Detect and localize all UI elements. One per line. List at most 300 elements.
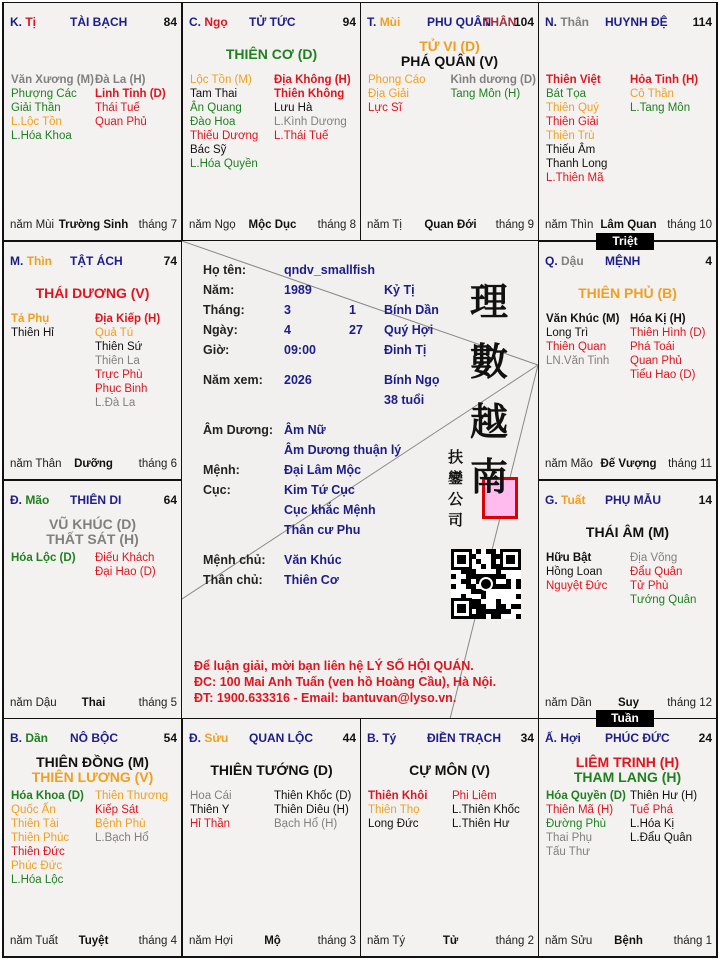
- minor-star: Tuế Phá: [630, 804, 674, 816]
- tuan-badge: Tuần: [596, 710, 654, 727]
- main-stars: [4, 515, 181, 549]
- minor-star: Kình dương (D): [450, 74, 536, 86]
- star-column-left: [368, 73, 451, 115]
- palace-than-marker: THÂN: [483, 15, 517, 29]
- value-cuc-note: Cục khắc Mệnh: [284, 503, 376, 517]
- palace-number: 114: [692, 15, 712, 29]
- palace-name: TỬ TỨC: [249, 15, 296, 29]
- palace-number: 4: [705, 254, 712, 268]
- minor-star: Phúc Đức: [11, 860, 63, 872]
- minor-star: Bát Tọa: [546, 88, 587, 100]
- main-star: TỬ VI (D): [419, 38, 480, 54]
- palace-stage: Tuyệt: [78, 935, 109, 947]
- palace-header: [545, 15, 712, 31]
- minor-star: Thiên Giải: [546, 116, 599, 128]
- palace-year: năm Dậu: [10, 697, 57, 709]
- branch-name: Tý: [382, 731, 397, 745]
- star-column-right: [274, 789, 358, 831]
- palace-ngo[interactable]: [182, 2, 361, 241]
- palace-number: 94: [342, 15, 356, 29]
- palace-tuat[interactable]: [538, 480, 717, 719]
- minor-star: L.Đà La: [95, 397, 136, 409]
- minor-star: L.Thái Tuế: [274, 130, 329, 142]
- palace-name: PHỤ MẪU: [605, 493, 661, 507]
- main-stars: [539, 276, 716, 310]
- palace-header: [189, 731, 356, 747]
- minor-star: Thiên Hỉ: [11, 327, 54, 339]
- palace-name: PHU QUÂN: [427, 15, 492, 29]
- palace-name: TẬT ÁCH: [70, 254, 123, 268]
- minor-star: L.Hóa Kị: [630, 818, 675, 830]
- minor-star: Thiên Thọ: [368, 804, 420, 816]
- minor-star: Hỉ Thần: [190, 818, 231, 830]
- palace-suu[interactable]: [182, 718, 361, 957]
- palace-footer: [189, 935, 356, 949]
- minor-star: Thiên Hư (H): [630, 790, 698, 802]
- palace-footer: [545, 458, 712, 472]
- star-column-left: [11, 551, 95, 579]
- minor-star: Hoa Cái: [190, 790, 232, 802]
- palace-year: năm Dần: [545, 697, 592, 709]
- palace-month: tháng 9: [495, 219, 534, 231]
- main-star: THIÊN LƯƠNG (V): [31, 769, 154, 785]
- palace-header: [545, 493, 712, 509]
- value-month: 3: [284, 303, 291, 317]
- minor-star: L.Tang Môn: [630, 102, 691, 114]
- palace-footer: [545, 219, 712, 233]
- branch-prefix: B.: [367, 731, 379, 745]
- minor-star: Tướng Quân: [630, 594, 697, 606]
- label-year: Năm:: [203, 283, 235, 297]
- minor-star: Quốc Ấn: [11, 804, 56, 816]
- minor-star: L.Bạch Hổ: [95, 832, 149, 844]
- palace-footer: [189, 219, 356, 233]
- palace-header: [545, 254, 712, 270]
- palace-month: tháng 7: [138, 219, 177, 231]
- minor-star: Tang Môn (H): [450, 88, 521, 100]
- palace-name: PHÚC ĐỨC: [605, 731, 670, 745]
- branch-name: Mùi: [379, 15, 401, 29]
- minor-stars: [190, 73, 358, 171]
- minor-star: Ân Quang: [190, 102, 242, 114]
- value-menh: Đại Lâm Mộc: [284, 463, 362, 477]
- label-am-duong: Âm Dương:: [203, 423, 274, 437]
- palace-stage: Lâm Quan: [600, 219, 657, 231]
- palace-thin[interactable]: [3, 241, 182, 480]
- minor-star: Tả Phụ: [11, 313, 50, 325]
- star-column-right: [451, 73, 536, 115]
- palace-dan[interactable]: [3, 718, 182, 957]
- minor-star: Thiên Quan: [546, 341, 607, 353]
- minor-stars: [11, 551, 179, 579]
- palace-mao[interactable]: [3, 480, 182, 719]
- minor-star: Trực Phù: [95, 369, 143, 381]
- palace-hoi[interactable]: [538, 718, 717, 957]
- star-column-right: [630, 312, 714, 382]
- minor-star: Thiên Đức: [11, 846, 65, 858]
- palace-year: năm Hợi: [189, 935, 233, 947]
- value-menh-chu: Văn Khúc: [284, 553, 342, 567]
- minor-star: Giải Thần: [11, 102, 61, 114]
- palace-year: năm Mão: [545, 458, 593, 470]
- minor-star: Địa Kiếp (H): [95, 313, 161, 325]
- label-menh: Mệnh:: [203, 463, 240, 477]
- palace-branch: [10, 731, 48, 745]
- minor-stars: [546, 789, 714, 859]
- palace-header: [189, 15, 356, 31]
- palace-month: tháng 5: [138, 697, 177, 709]
- palace-header: [10, 254, 177, 270]
- palace-year: năm Sửu: [545, 935, 593, 947]
- main-star: THÁI DƯƠNG (V): [35, 284, 150, 301]
- main-stars: [4, 276, 181, 310]
- main-stars: [361, 753, 538, 787]
- palace-header: [10, 731, 177, 747]
- minor-star: L.Hóa Lộc: [11, 874, 64, 886]
- minor-star: Thiếu Dương: [190, 130, 259, 142]
- minor-star: Thiên Khôi: [368, 790, 428, 802]
- label-hour: Giờ:: [203, 343, 230, 357]
- value-hour-can-chi: Đinh Tị: [384, 343, 427, 357]
- branch-prefix: G.: [545, 493, 558, 507]
- contact-address: ĐC: 100 Mai Anh Tuấn (ven hồ Hoàng Cầu), Hà Nội.: [194, 675, 497, 689]
- palace-header: [545, 731, 712, 747]
- main-star: THẤT SÁT (H): [46, 531, 139, 547]
- palace-name: THIÊN DI: [70, 493, 122, 507]
- minor-stars: [11, 312, 179, 410]
- star-column-left: [190, 789, 274, 831]
- label-view-year: Năm xem:: [203, 373, 263, 387]
- palace-number: 104: [513, 15, 534, 29]
- main-star: THÁI ÂM (M): [585, 523, 670, 540]
- minor-star: Hóa Quyền (D): [546, 790, 626, 802]
- value-month-can-chi: Bính Dần: [384, 303, 439, 317]
- palace-stage: Bệnh: [614, 935, 643, 947]
- palace-branch: [545, 493, 585, 507]
- main-stars: [183, 37, 360, 71]
- palace-month: tháng 2: [495, 935, 534, 947]
- star-column-right: [95, 73, 179, 143]
- value-day-lunar: 27: [349, 323, 363, 337]
- value-day: 4: [284, 323, 291, 337]
- value-hour: 09:00: [284, 343, 316, 357]
- palace-number: 64: [163, 493, 177, 507]
- star-column-right: [630, 73, 714, 185]
- minor-star: Địa Không (H): [274, 74, 351, 86]
- minor-stars: [368, 789, 536, 831]
- minor-star: Bạch Hổ (H): [274, 818, 338, 830]
- palace-name: TÀI BẠCH: [70, 15, 128, 29]
- palace-number: 74: [163, 254, 177, 268]
- center-info-panel: [182, 241, 539, 719]
- main-stars: [539, 37, 716, 71]
- minor-star: Tam Thai: [190, 88, 238, 100]
- main-stars: [361, 37, 538, 71]
- palace-stage: Đế Vượng: [600, 458, 657, 470]
- palace-branch: [367, 15, 400, 29]
- minor-star: L.Thiên Hư: [452, 818, 510, 830]
- main-star: VŨ KHÚC (D): [48, 516, 137, 532]
- branch-name: Dậu: [561, 254, 584, 268]
- minor-star: Văn Xương (M): [11, 74, 94, 86]
- minor-star: Đại Hao (D): [95, 566, 156, 578]
- palace-branch: [189, 731, 228, 745]
- palace-stage: Suy: [617, 697, 640, 709]
- palace-number: 34: [520, 731, 534, 745]
- main-stars: [183, 753, 360, 787]
- palace-month: tháng 10: [667, 219, 712, 231]
- main-star: LIÊM TRINH (H): [575, 754, 680, 770]
- palace-header: [10, 15, 177, 31]
- minor-star: Đẩu Quân: [630, 566, 683, 578]
- logo-char: 南: [470, 454, 509, 499]
- palace-year: năm Tị: [367, 219, 402, 231]
- star-column-left: [190, 73, 274, 171]
- minor-star: Thiên Hình (D): [630, 327, 706, 339]
- branch-name: Hợi: [560, 731, 581, 745]
- palace-month: tháng 6: [138, 458, 177, 470]
- palace-name: NÔ BỘC: [70, 731, 118, 745]
- minor-star: Phá Toái: [630, 341, 675, 353]
- minor-star: Thiên Trù: [546, 130, 595, 142]
- palace-year: năm Thân: [10, 458, 62, 470]
- palace-name: ĐIỀN TRẠCH: [427, 731, 501, 745]
- star-column-right: [95, 789, 179, 887]
- palace-month: tháng 12: [667, 697, 712, 709]
- palace-footer: [545, 697, 712, 711]
- palace-footer: [545, 935, 712, 949]
- palace-ty[interactable]: [360, 718, 539, 957]
- main-stars: [539, 515, 716, 549]
- palace-footer: [367, 219, 534, 233]
- branch-prefix: Đ.: [10, 493, 22, 507]
- minor-star: L.Hóa Quyền: [190, 158, 258, 170]
- branch-prefix: M.: [10, 254, 24, 268]
- palace-stage: Mộ: [264, 935, 281, 947]
- branch-prefix: K.: [10, 15, 22, 29]
- minor-star: Thai Phụ: [546, 832, 593, 844]
- minor-star: Thanh Long: [546, 158, 608, 170]
- value-am-duong: Âm Nữ: [284, 423, 326, 437]
- minor-stars: [11, 73, 179, 143]
- minor-star: Đào Hoa: [190, 116, 236, 128]
- minor-star: Thiên Y: [190, 804, 230, 816]
- palace-year: năm Tuất: [10, 935, 58, 947]
- palace-than[interactable]: [538, 2, 717, 241]
- palace-number: 54: [163, 731, 177, 745]
- minor-star: Bệnh Phù: [95, 818, 146, 830]
- value-view-can-chi: Bính Ngọ: [384, 373, 440, 387]
- star-column-right: [452, 789, 536, 831]
- star-column-right: [95, 312, 179, 410]
- palace-stage: Trường Sinh: [58, 219, 129, 231]
- minor-star: Địa Võng: [630, 552, 678, 564]
- branch-name: Thìn: [26, 254, 53, 268]
- minor-star: Hóa Khoa (D): [11, 790, 84, 802]
- star-column-left: [546, 312, 630, 382]
- label-menh-chu: Mệnh chủ:: [203, 553, 266, 567]
- star-column-left: [546, 551, 630, 607]
- logo-char: 越: [470, 399, 509, 444]
- label-than-chu: Thân chủ:: [203, 573, 263, 587]
- star-column-left: [368, 789, 452, 831]
- logo-small-char: 司: [448, 511, 464, 529]
- branch-name: Ngọ: [204, 15, 228, 29]
- minor-star: Phi Liêm: [452, 790, 497, 802]
- palace-branch: [10, 15, 36, 29]
- main-star: PHÁ QUÂN (V): [400, 53, 499, 69]
- minor-star: Kiếp Sát: [95, 804, 139, 816]
- value-month-lunar: 1: [349, 303, 356, 317]
- minor-star: L.Lộc Tồn: [11, 116, 62, 128]
- star-column-right: [95, 551, 179, 579]
- palace-branch: [10, 254, 52, 268]
- contact-phone-email[interactable]: ĐT: 1900.633316 - Email: bantuvan@lyso.vn.: [194, 691, 457, 705]
- logo-small-char: 鑾: [448, 469, 464, 487]
- minor-star: Thái Tuế: [95, 102, 140, 114]
- value-year-can-chi: Kỷ Tị: [384, 283, 415, 297]
- branch-name: Tuất: [561, 493, 586, 507]
- minor-star: Quan Phủ: [95, 116, 147, 128]
- minor-star: Quả Tú: [95, 327, 134, 339]
- branch-name: Thân: [560, 15, 590, 29]
- minor-star: L.Hóa Khoa: [11, 130, 72, 142]
- palace-number: 14: [698, 493, 712, 507]
- palace-month: tháng 8: [317, 219, 356, 231]
- main-star: THAM LANG (H): [573, 769, 682, 785]
- palace-stage: Thai: [81, 697, 106, 709]
- minor-star: Đà La (H): [95, 74, 146, 86]
- palace-branch: [545, 15, 589, 29]
- value-day-can-chi: Quý Hợi: [384, 323, 434, 337]
- minor-star: L.Thiên Mã: [546, 172, 604, 184]
- minor-star: Thiên La: [95, 355, 140, 367]
- minor-star: Thiếu Âm: [546, 144, 596, 156]
- minor-star: Cô Thần: [630, 88, 674, 100]
- minor-star: L.Kình Dương: [274, 116, 347, 128]
- main-star: THIÊN TƯỚNG (D): [210, 761, 333, 778]
- palace-header: [367, 15, 534, 31]
- logo-char: 理: [470, 279, 509, 324]
- minor-star: LN.Văn Tinh: [546, 355, 610, 367]
- palace-year: năm Ngọ: [189, 219, 236, 231]
- minor-star: Long Trì: [546, 327, 589, 339]
- palace-branch: [10, 493, 49, 507]
- label-day: Ngày:: [203, 323, 238, 337]
- palace-name: MỆNH: [605, 254, 641, 268]
- palace-branch: [189, 15, 228, 29]
- branch-name: Sửu: [204, 731, 229, 745]
- palace-footer: [10, 458, 177, 472]
- branch-prefix: N.: [545, 15, 557, 29]
- minor-star: Thiên Tài: [11, 818, 59, 830]
- palace-stage: Mộc Dục: [248, 219, 297, 231]
- minor-star: Hóa Lộc (D): [11, 552, 76, 564]
- palace-stage: Tử: [442, 935, 459, 947]
- minor-star: Lực Sĩ: [368, 102, 402, 114]
- minor-star: Thiên Quý: [546, 102, 600, 114]
- minor-star: Hóa Kị (H): [630, 313, 686, 325]
- minor-star: Tấu Thư: [546, 846, 590, 858]
- value-cuc: Kim Tứ Cục: [284, 483, 355, 497]
- logo-small-char: 公: [448, 490, 464, 508]
- star-column-left: [546, 73, 630, 185]
- minor-star: Hỏa Tinh (H): [630, 74, 699, 86]
- minor-star: Linh Tinh (D): [95, 88, 166, 100]
- value-than-cu: Thân cư Phu: [284, 523, 361, 537]
- palace-branch: [367, 731, 396, 745]
- minor-star: Thiên Thương: [95, 790, 169, 802]
- minor-star: Thiên Mã (H): [546, 804, 614, 816]
- palace-number: 44: [342, 731, 356, 745]
- minor-star: L.Thiên Khốc: [452, 804, 520, 816]
- palace-month: tháng 4: [138, 935, 177, 947]
- branch-prefix: T.: [367, 15, 377, 29]
- minor-star: Hữu Bật: [546, 552, 592, 564]
- branch-prefix: Ấ.: [545, 731, 557, 745]
- value-view-year: 2026: [284, 373, 312, 387]
- logo-small-char: 扶: [448, 448, 464, 466]
- minor-star: Quan Phủ: [630, 355, 682, 367]
- minor-stars: [546, 551, 714, 607]
- main-stars: [4, 753, 181, 787]
- minor-star: Phượng Các: [11, 88, 77, 100]
- star-column-left: [546, 789, 630, 859]
- minor-star: Địa Giải: [368, 88, 409, 100]
- minor-stars: [368, 73, 536, 115]
- minor-star: Thiên Sứ: [95, 341, 143, 353]
- value-year: 1989: [284, 283, 312, 297]
- qr-code-icon[interactable]: [451, 549, 521, 619]
- palace-year: năm Thìn: [545, 219, 594, 231]
- branch-prefix: C.: [189, 15, 201, 29]
- palace-number: 84: [163, 15, 177, 29]
- minor-star: Phong Cáo: [368, 74, 426, 86]
- branch-name: Dần: [25, 731, 49, 745]
- palace-mui[interactable]: [360, 2, 539, 241]
- branch-name: Tị: [25, 15, 37, 29]
- minor-star: Thiên Phúc: [11, 832, 70, 844]
- label-month: Tháng:: [203, 303, 245, 317]
- minor-stars: [11, 789, 179, 887]
- star-column-left: [11, 789, 95, 887]
- palace-footer: [10, 935, 177, 949]
- minor-star: Hồng Loan: [546, 566, 603, 578]
- palace-year: năm Mùi: [10, 219, 55, 231]
- minor-star: Văn Khúc (M): [546, 313, 620, 325]
- main-star: THIÊN ĐỒNG (M): [36, 754, 149, 770]
- palace-dau[interactable]: [538, 241, 717, 480]
- palace-footer: [367, 935, 534, 949]
- palace-year: năm Tý: [367, 935, 406, 947]
- branch-name: Mão: [25, 493, 50, 507]
- branch-prefix: Đ.: [189, 731, 201, 745]
- palace-header: [10, 493, 177, 509]
- main-star: CỰ MÔN (V): [409, 761, 490, 778]
- branch-prefix: B.: [10, 731, 22, 745]
- minor-star: Thiên Diêu (H): [274, 804, 349, 816]
- minor-star: Nguyệt Đức: [546, 580, 608, 592]
- minor-star: Thiên Khốc (D): [274, 790, 352, 802]
- palace-month: tháng 1: [673, 935, 712, 947]
- palace-name: QUAN LỘC: [249, 731, 313, 745]
- palace-stage: Quan Đới: [424, 219, 477, 231]
- star-column-left: [11, 73, 95, 143]
- palace-ti[interactable]: [3, 2, 182, 241]
- minor-stars: [546, 73, 714, 185]
- value-age: 38 tuổi: [384, 393, 425, 407]
- minor-star: Phục Binh: [95, 383, 148, 395]
